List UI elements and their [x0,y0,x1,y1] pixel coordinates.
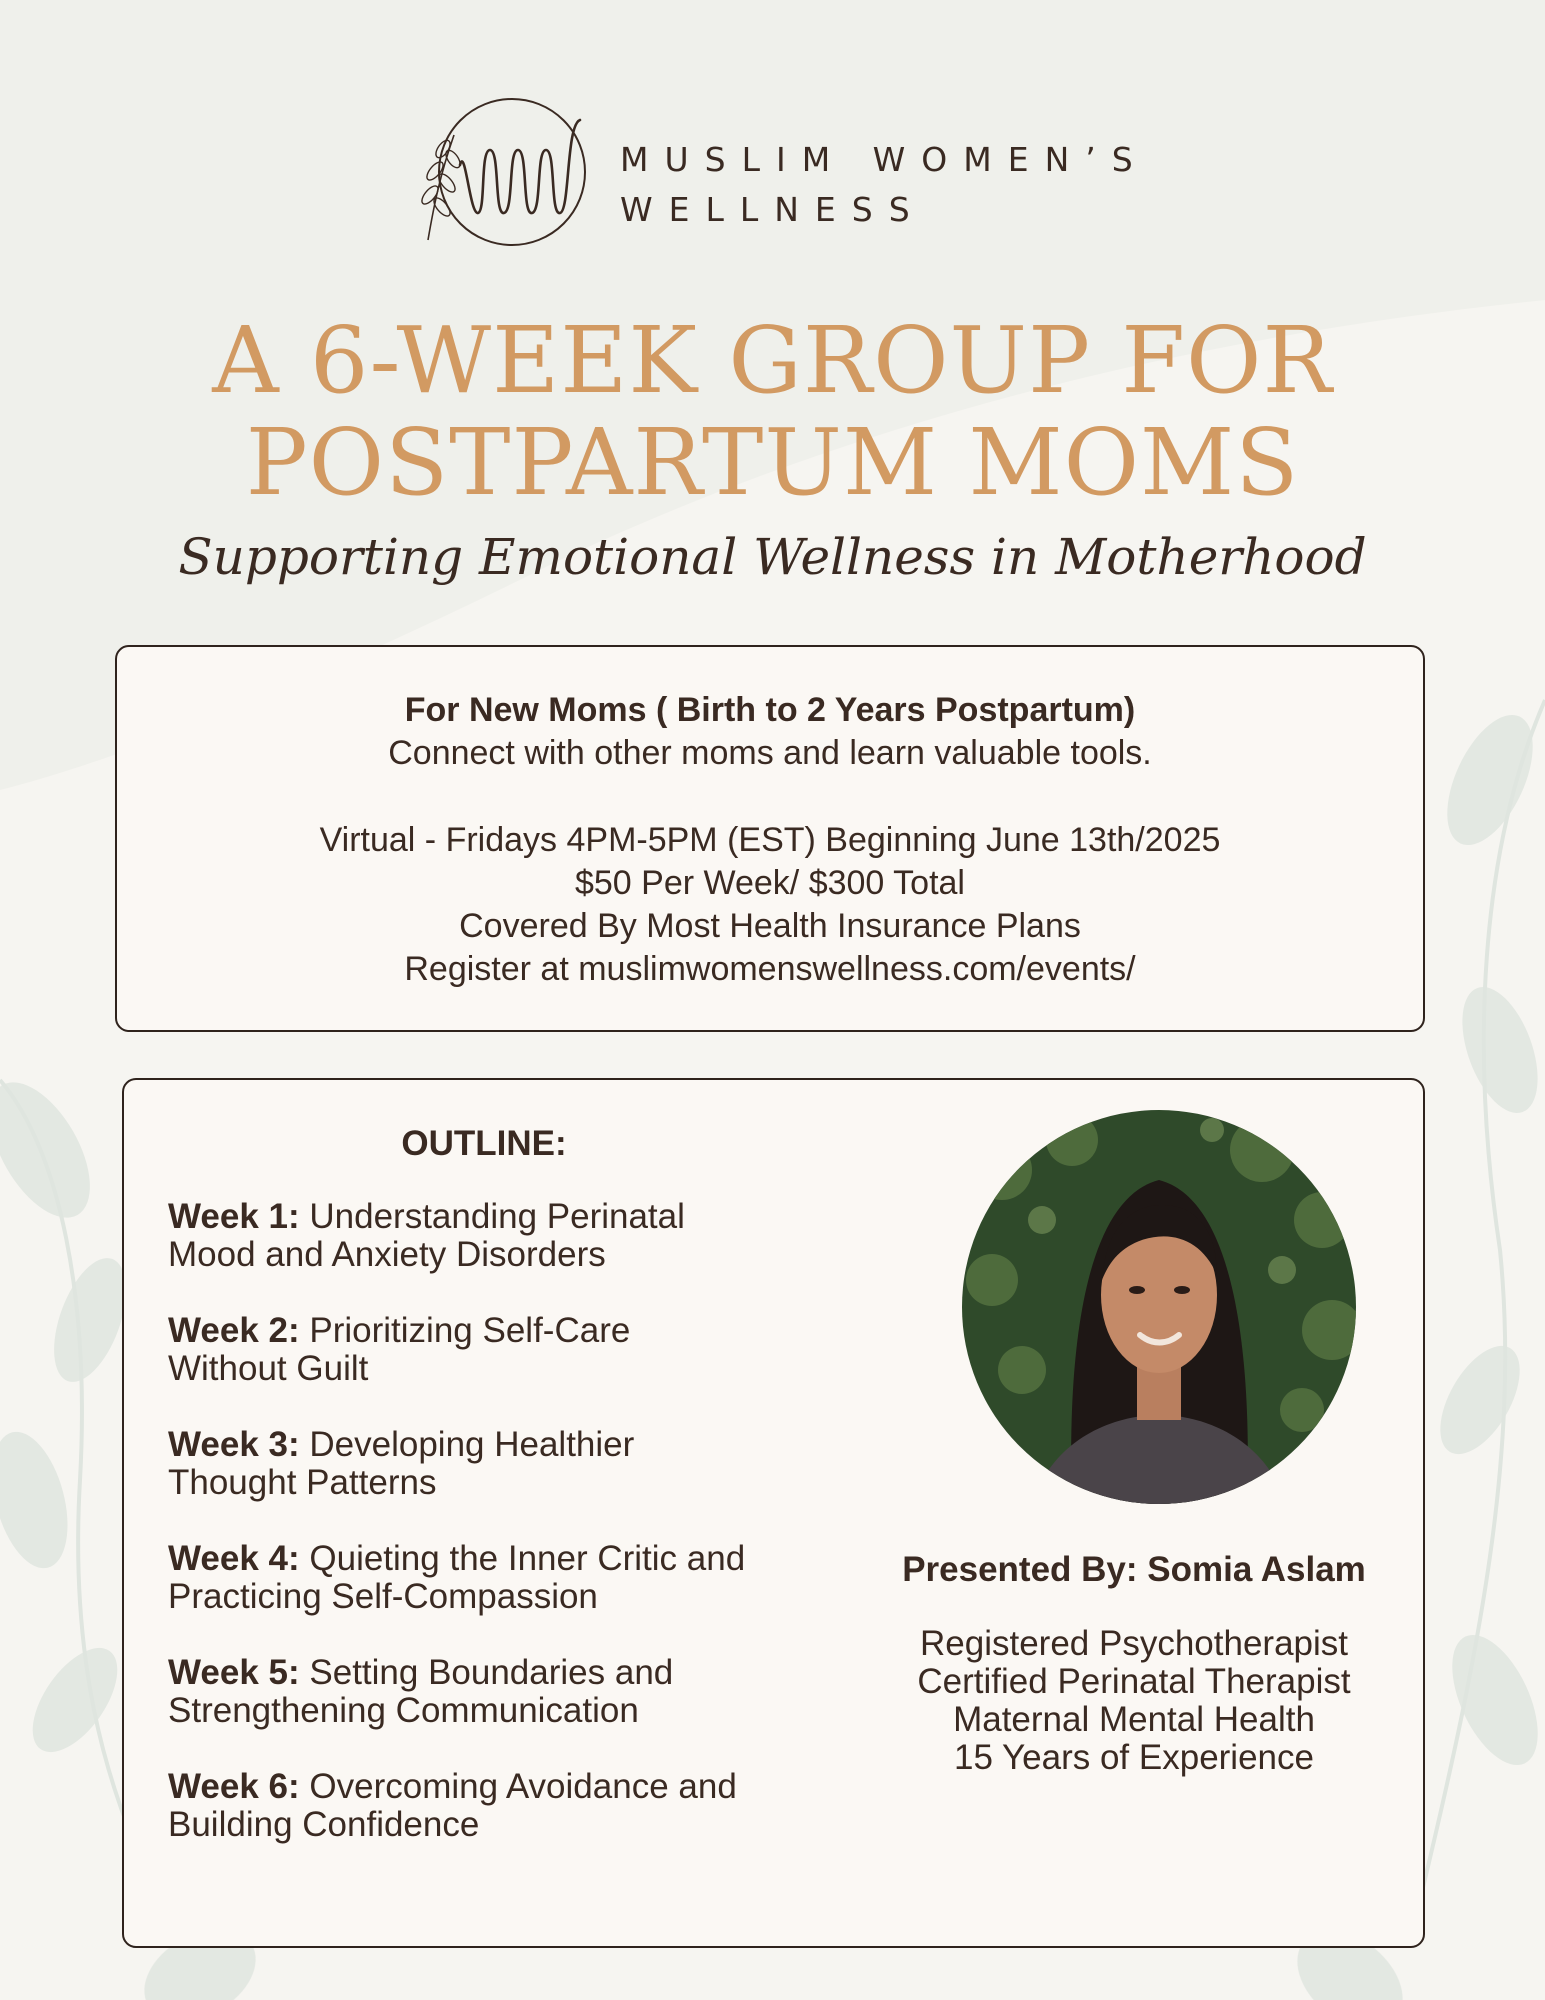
presenter-heading: Presented By: Somia Aslam [902,1550,1366,1589]
presenter-photo [962,1110,1356,1504]
week-text-cont: Strengthening Communication [168,1691,639,1730]
week-text: Setting Boundaries and [299,1653,674,1692]
price-text: $50 Per Week/ $300 Total [574,864,965,902]
week-text-cont: Thought Patterns [168,1463,437,1502]
pitch-text: Connect with other moms and learn valuable tools. [388,734,1152,772]
week-text: Overcoming Avoidance and [299,1767,737,1806]
week-text-cont: Building Confidence [168,1805,480,1844]
week-text-cont: Without Guilt [168,1349,369,1388]
week-label: Week 1: [168,1197,300,1236]
audience-text: For New Moms ( Birth to 2 Years Postpartum) [404,691,1136,729]
week-text: Prioritizing Self-Care [299,1311,631,1350]
outline-box [122,1078,1425,1948]
page-subtitle: Supporting Emotional Wellness in Motherhood [178,528,1367,586]
week-text: Developing Healthier [299,1425,635,1464]
list-item [168,1540,828,1616]
insurance-text: Covered By Most Health Insurance Plans [459,907,1081,945]
week-label: Week 5: [168,1653,300,1692]
outline-title: OUTLINE: [401,1124,567,1163]
credential-item: 15 Years of Experience [954,1738,1314,1777]
list-item [168,1654,828,1730]
week-label: Week 3: [168,1425,300,1464]
list-item [168,1312,828,1388]
brand-logo [420,95,1180,255]
week-label: Week 2: [168,1311,300,1350]
credential-item: Certified Perinatal Therapist [917,1662,1351,1701]
week-list [168,1198,828,1882]
register-link[interactable]: Register at muslimwomenswellness.com/events/ [404,950,1136,988]
brand-name-line2: WELLNESS [620,190,926,229]
list-item [168,1198,828,1274]
schedule-text: Virtual - Fridays 4PM-5PM (EST) Beginning June 13th/2025 [319,821,1221,859]
week-label: Week 6: [168,1767,300,1806]
week-text: Quieting the Inner Critic and [299,1539,746,1578]
list-item [168,1768,828,1844]
credential-item: Maternal Mental Health [953,1700,1315,1739]
title-line1: A 6-WEEK GROUP FOR [212,307,1333,414]
credential-item: Registered Psychotherapist [920,1624,1348,1663]
week-text: Understanding Perinatal [299,1197,685,1236]
week-text-cont: Mood and Anxiety Disorders [168,1235,606,1274]
page-title [0,307,1545,516]
presenter-credentials [874,1625,1394,1777]
title-line2: POSTPARTUM MOMS [245,409,1300,516]
list-item [168,1426,828,1502]
brand-name [620,135,1149,235]
monogram-logo-icon [420,95,605,255]
event-details-box [115,645,1425,1032]
spacer [117,775,1423,819]
week-label: Week 4: [168,1539,300,1578]
brand-name-line1: MUSLIM WOMEN’S [620,140,1149,179]
week-text-cont: Practicing Self-Compassion [168,1577,598,1616]
